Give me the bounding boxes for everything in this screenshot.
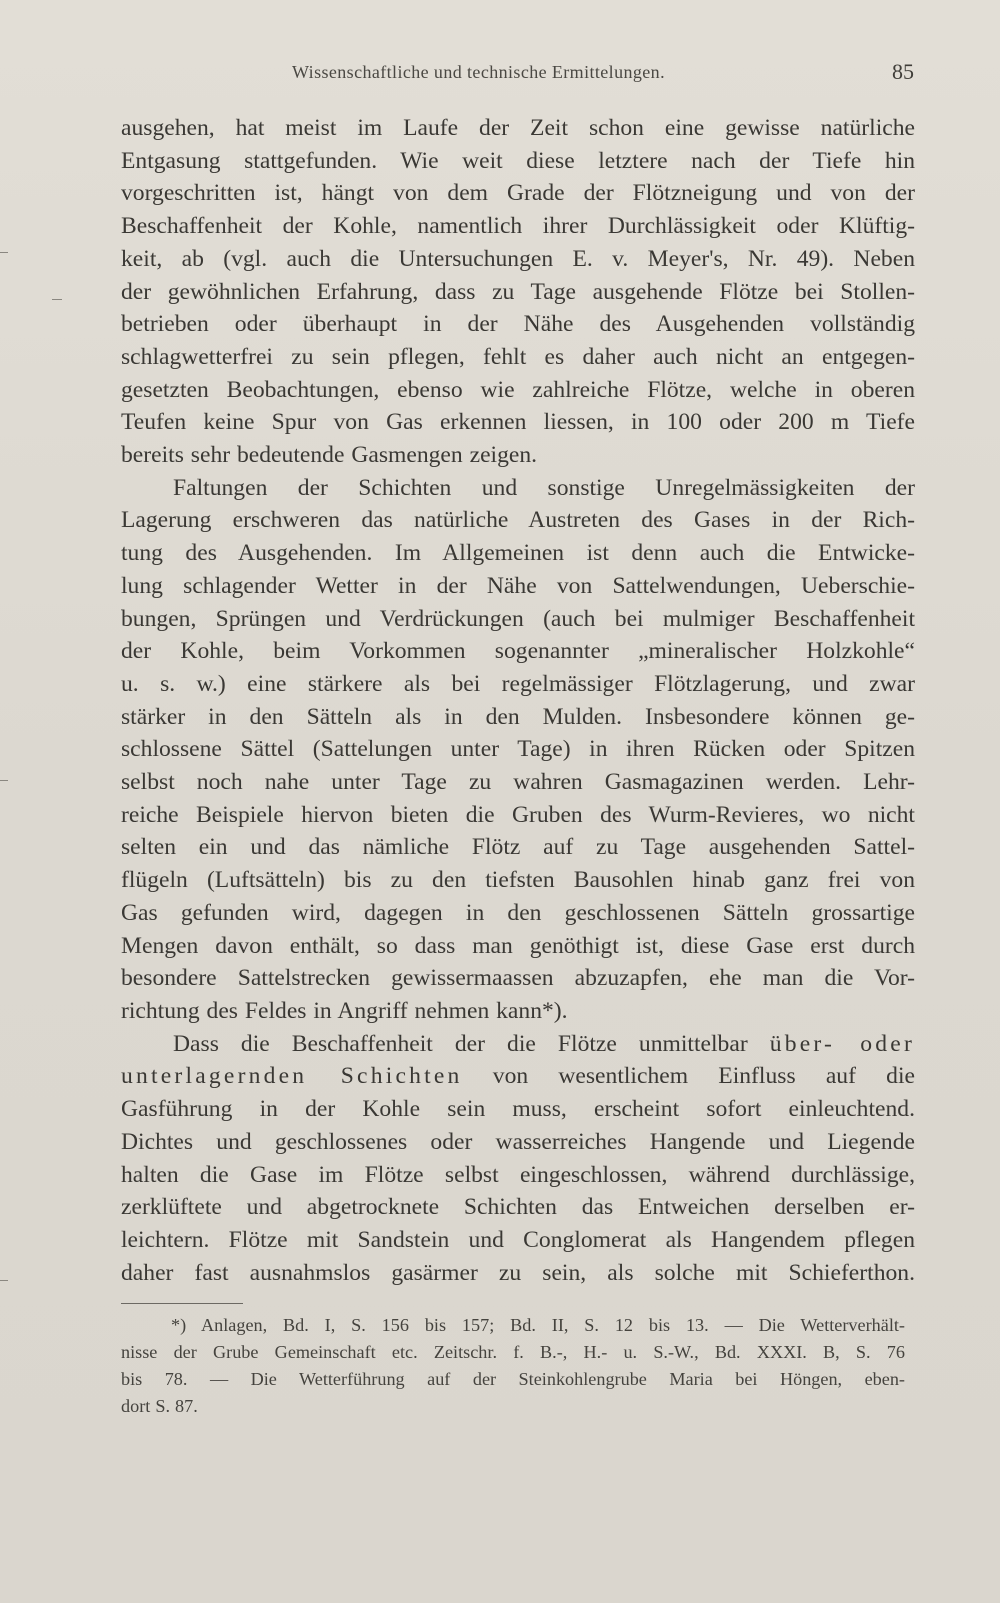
footnote-line: *) Anlagen, Bd. I, S. 156 bis 157; Bd. II, S. 12 bis 13. — Die Wetterverhält- — [171, 1315, 905, 1335]
text-line: stärker in den Sätteln als in den Mulden. Insbesondere können ge- — [121, 703, 915, 730]
emphasized-text: über- oder — [769, 1030, 916, 1057]
paragraph-1 — [121, 112, 915, 472]
emphasized-text: unterlagernden Schichten — [121, 1063, 463, 1090]
text-line: leichtern. Flötze mit Sandstein und Conglomerat als Hangendem pflegen — [121, 1226, 915, 1253]
margin-mark — [0, 780, 8, 781]
text-line: betrieben oder überhaupt in der Nähe des Ausgehenden vollständig — [121, 311, 915, 338]
text-line: bereits sehr bedeutende Gasmengen zeigen. — [121, 442, 538, 469]
footnote-line: nisse der Grube Gemeinschaft etc. Zeitschr. f. B.-, H.- u. S.-W., Bd. XXXI. B, S. 76 — [121, 1342, 905, 1362]
text-line: Teufen keine Spur von Gas erkennen liessen, in 100 oder 200 m Tiefe — [121, 409, 915, 436]
paragraph-2 — [121, 472, 915, 1028]
text-run: Dass die Beschaffenheit der die Flötze unmittelbar — [173, 1030, 748, 1057]
text-line: selbst noch nahe unter Tage zu wahren Gasmagazinen werden. Lehr- — [121, 769, 915, 796]
text-line: Lagerung erschweren das natürliche Austreten des Gases in der Rich- — [121, 507, 915, 534]
text-line: lung schlagender Wetter in der Nähe von Sattelwendungen, Ueberschie- — [121, 572, 915, 599]
footnote-line: dort S. 87. — [121, 1396, 198, 1416]
text-line: reiche Beispiele hiervon bieten die Gruben des Wurm-Revieres, wo nicht — [121, 801, 915, 828]
text-line: Gas gefunden wird, dagegen in den geschlossenen Sätteln grossartige — [121, 899, 915, 926]
text-line: tung des Ausgehenden. Im Allgemeinen ist denn auch die Entwicke- — [121, 540, 915, 567]
text-line: u. s. w.) eine stärkere als bei regelmässiger Flötzlagerung, und zwar — [121, 670, 915, 697]
text-line: der Kohle, beim Vorkommen sogenannter „mineralischer Holzkohle“ — [121, 638, 915, 665]
text-line: Entgasung stattgefunden. Wie weit diese letztere nach der Tiefe hin — [121, 147, 915, 174]
margin-mark — [0, 1280, 8, 1281]
text-line: Mengen davon enthält, so dass man genöthigt ist, diese Gase erst durch — [121, 932, 915, 959]
text-line: Beschaffenheit der Kohle, namentlich ihrer Durchlässigkeit oder Klüftig- — [121, 213, 915, 240]
text-line: zerklüftete und abgetrocknete Schichten das Entweichen derselben er- — [121, 1194, 915, 1221]
paragraph-3 — [121, 1028, 915, 1290]
text-line: besondere Sattelstrecken gewissermaassen abzuzapfen, ehe man die Vor- — [121, 965, 915, 992]
text-line: der gewöhnlichen Erfahrung, dass zu Tage ausgehende Flötze bei Stollen- — [121, 278, 915, 305]
text-line: schlossene Sättel (Sattelungen unter Tage) in ihren Rücken oder Spitzen — [121, 736, 915, 763]
text-line: flügeln (Luftsätteln) bis zu den tiefsten Bausohlen hinab ganz frei von — [121, 867, 915, 894]
text-line: bungen, Sprüngen und Verdrückungen (auch bei mulmiger Beschaffenheit — [121, 605, 915, 632]
text-line: vorgeschritten ist, hängt von dem Grade der Flötzneigung und von der — [121, 180, 915, 207]
footnote — [121, 1312, 905, 1420]
margin-mark — [52, 299, 62, 300]
text-line: richtung des Feldes in Angriff nehmen kann*). — [121, 997, 568, 1024]
running-head: Wissenschaftliche und technische Ermittelungen. — [292, 62, 665, 82]
page-header — [118, 59, 914, 90]
text-line — [121, 1060, 915, 1093]
text-line: schlagwetterfrei zu sein pflegen, fehlt es daher auch nicht an entgegen- — [121, 343, 915, 370]
text-run: von wesentlichem Einfluss auf die — [492, 1063, 915, 1090]
footnote-rule — [121, 1303, 243, 1304]
text-line: Faltungen der Schichten und sonstige Unregelmässigkeiten der — [173, 474, 915, 501]
text-line: daher fast ausnahmslos gasärmer zu sein, als solche mit Schieferthon. — [121, 1259, 915, 1286]
text-line: halten die Gase im Flötze selbst eingeschlossen, während durchlässige, — [121, 1161, 915, 1188]
text-line: ausgehen, hat meist im Laufe der Zeit schon eine gewisse natürliche — [121, 115, 915, 141]
margin-mark — [0, 252, 8, 253]
body-text — [121, 112, 915, 1289]
text-line: Gasführung in der Kohle sein muss, erscheint sofort einleuchtend. — [121, 1096, 915, 1123]
footnote-line: bis 78. — Die Wetterführung auf der Steinkohlengrube Maria bei Höngen, eben- — [121, 1369, 905, 1389]
text-line: selten ein und das nämliche Flötz auf zu Tage ausgehenden Sattel- — [121, 834, 915, 861]
page-number: 85 — [892, 59, 914, 84]
text-line: Dichtes und geschlossenes oder wasserreiches Hangende und Liegende — [121, 1128, 915, 1155]
text-line: keit, ab (vgl. auch die Untersuchungen E. v. Meyer's, Nr. 49). Neben — [121, 245, 915, 272]
text-line — [121, 1028, 915, 1061]
text-line: gesetzten Beobachtungen, ebenso wie zahlreiche Flötze, welche in oberen — [121, 376, 915, 403]
